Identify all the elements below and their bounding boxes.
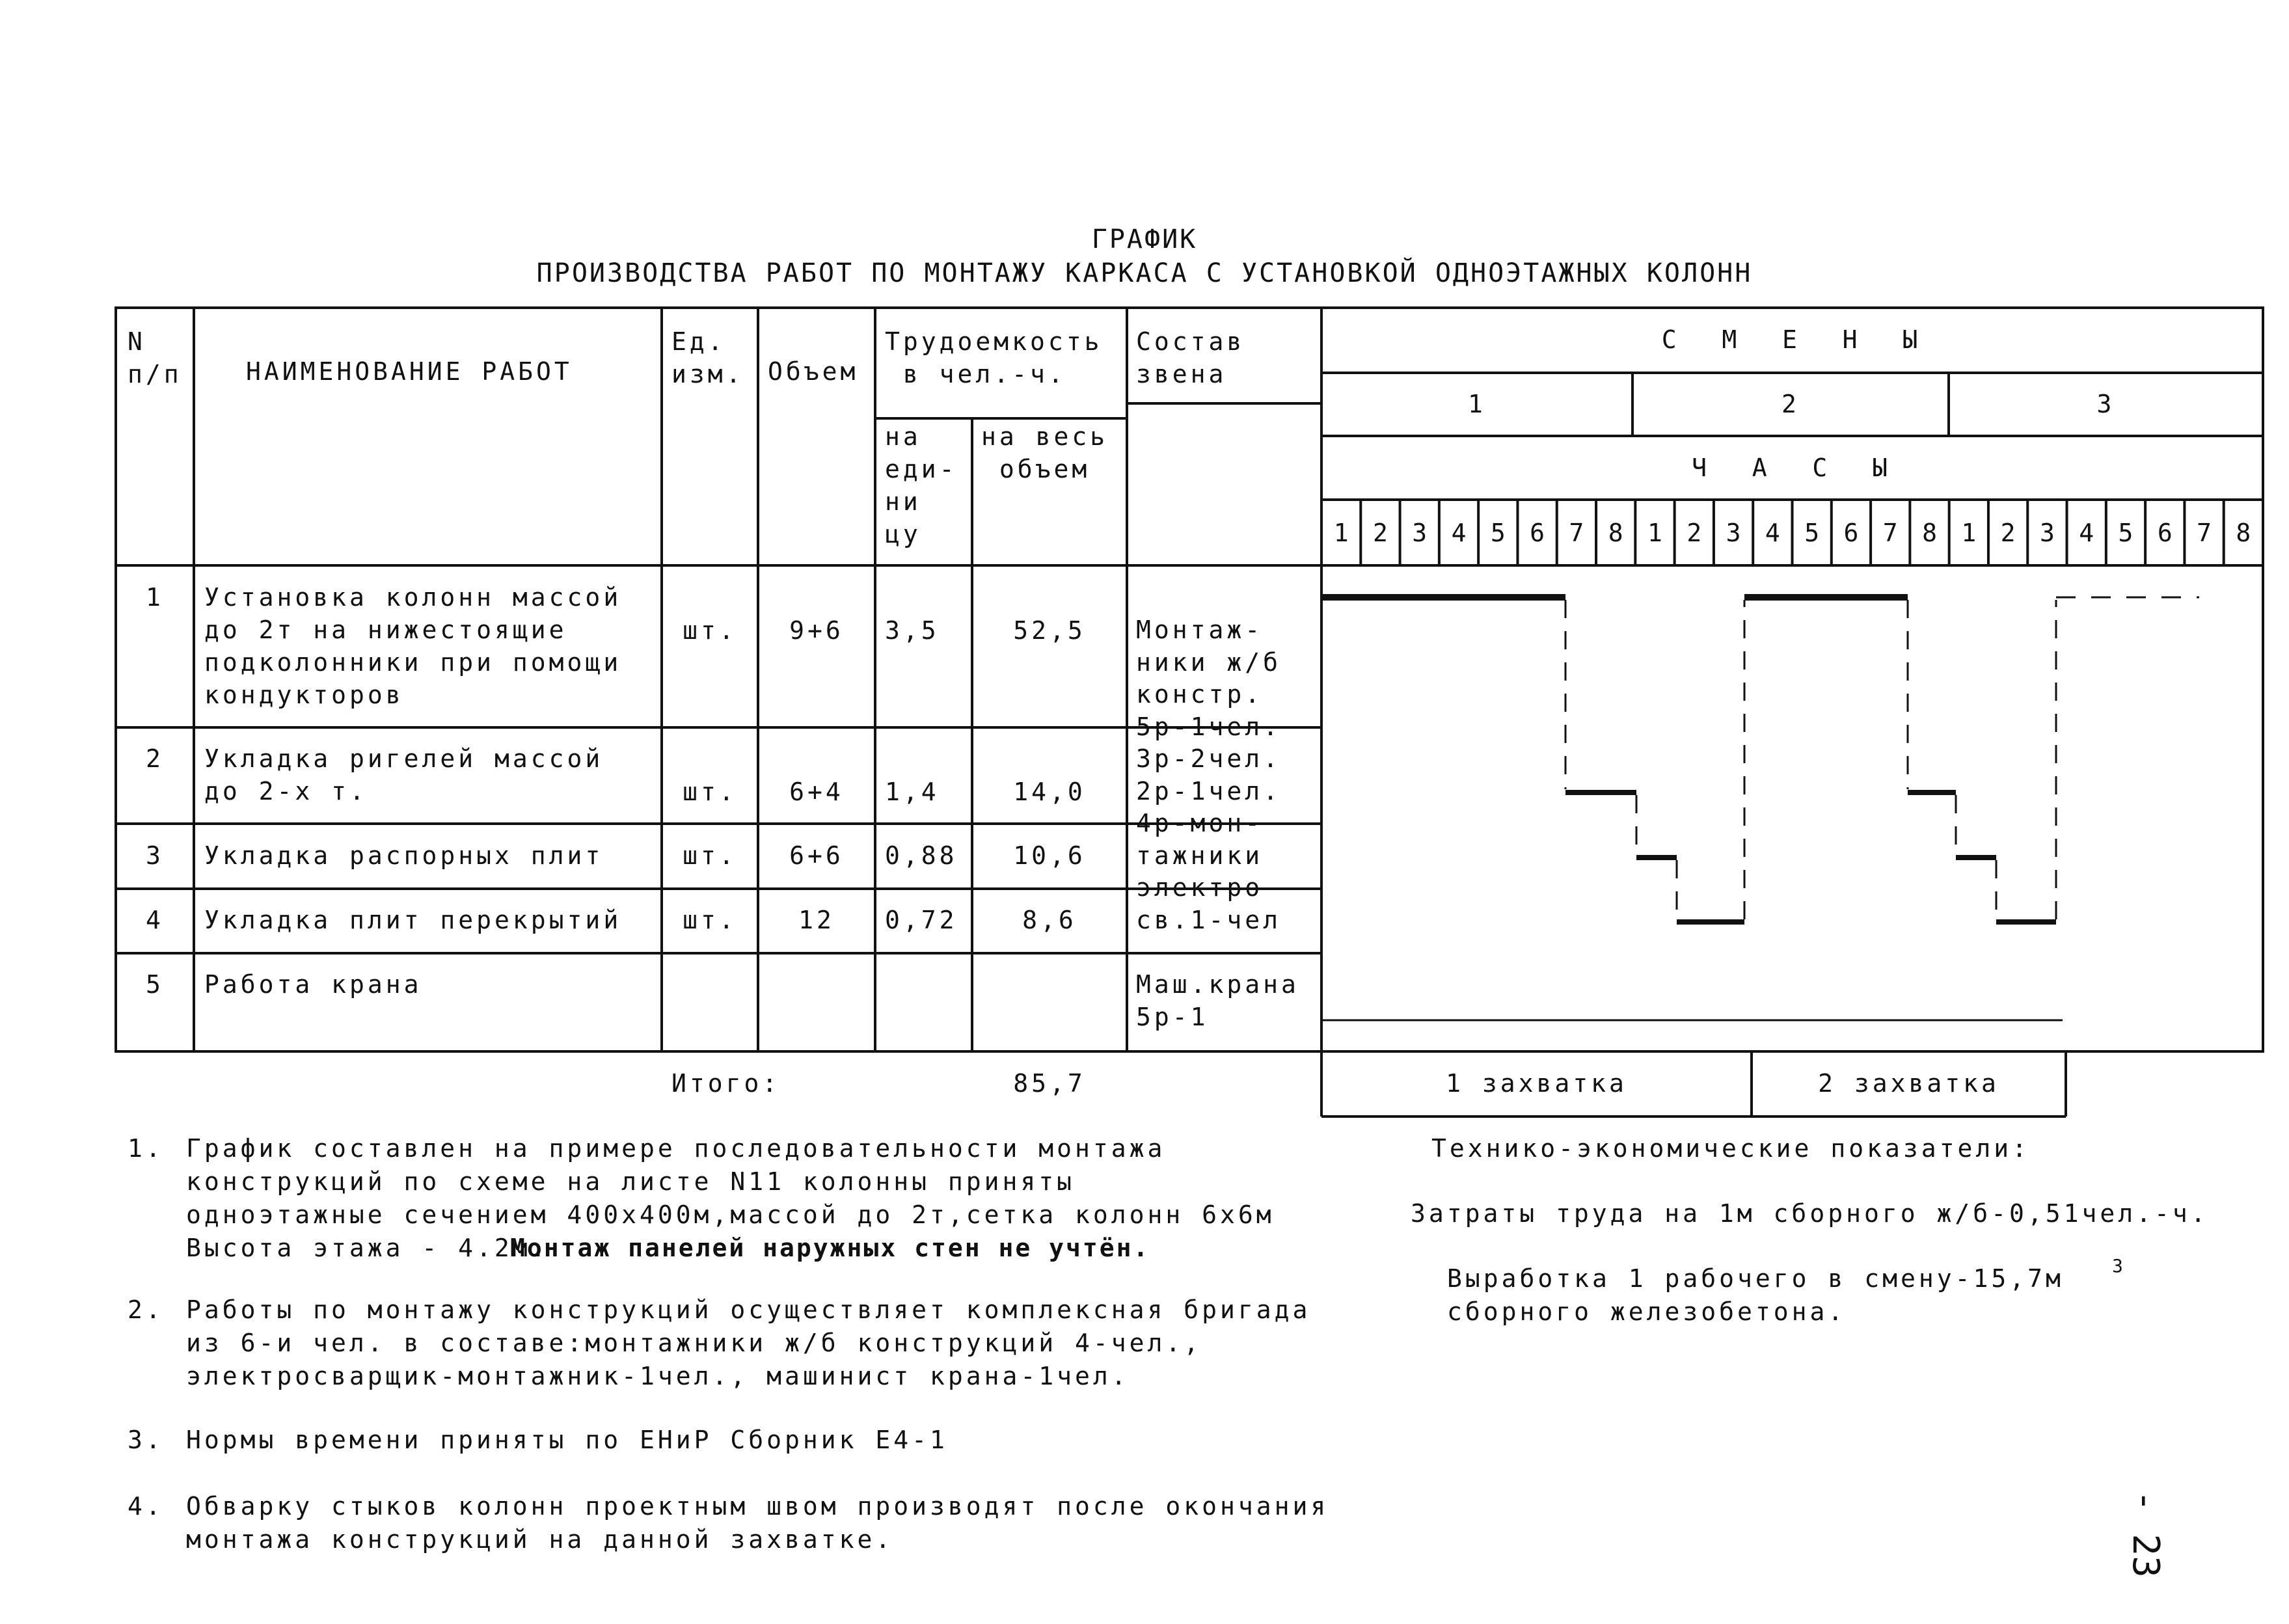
hour-label: 5 — [2118, 519, 2133, 547]
row-2-number: 2 — [146, 744, 164, 773]
hour-label: 1 — [1333, 519, 1349, 547]
row-3-unit: шт. — [683, 841, 737, 870]
row-4-number: 4 — [146, 906, 164, 934]
total-label: Итого: — [671, 1069, 781, 1098]
note-1-text: График составлен на примере последовательности монтажа конструкций по схеме на листе N11 колонны приняты одноэтажные сечением 400х400м,массой до 2т,сетка колонн 6х6м Высота этажа - 4.2м. — [186, 1134, 1275, 1262]
row-4-unit: шт. — [683, 906, 737, 934]
indicator-output-superscript: 3 — [2112, 1255, 2123, 1277]
row-3-number: 3 — [146, 841, 164, 870]
header-hours: Ч А С Ы — [1692, 453, 1893, 482]
header-unit: Ед. изм. — [671, 327, 744, 388]
hour-label: 7 — [1569, 519, 1584, 547]
row-4-per-unit: 0,72 — [885, 906, 958, 934]
row-3-name: Укладка распорных плит — [204, 841, 604, 870]
indicator-output-line2: сборного железобетона. — [1447, 1297, 1847, 1326]
row-1-name: Установка колонн массой до 2т на нижестоящие подколонники при помощи кондукторов — [204, 583, 622, 709]
note-2-text: Работы по монтажу конструкций осуществляет комплексная бригада из 6-и чел. в составе:монтажники ж/б конструкций 4-чел., электросварщик-монтажник-1чел., машинист крана-1чел. — [186, 1295, 1311, 1390]
row-1-volume: 9+6 — [789, 616, 844, 645]
hour-label: 3 — [1412, 519, 1428, 547]
header-number: N п/п — [128, 327, 182, 388]
header-per-unit: на еди- ни цу — [885, 422, 958, 548]
hour-label: 8 — [2236, 519, 2251, 547]
indicator-labor: Затраты труда на 1м сборного ж/б-0,51чел.-ч. — [1411, 1199, 2209, 1228]
hour-label: 5 — [1804, 519, 1820, 547]
row-5-name: Работа крана — [204, 970, 422, 999]
hour-label: 1 — [1647, 519, 1662, 547]
note-3-text: Нормы времени приняты по ЕНиР Сборник Е4-1 — [186, 1426, 948, 1454]
row-1-total: 52,5 — [1013, 616, 1086, 645]
indicator-output: Выработка 1 рабочего в смену-15,7м — [1447, 1264, 2064, 1293]
zone-1-label: 1 захватка — [1446, 1069, 1627, 1098]
hour-label: 2 — [1372, 519, 1388, 547]
row-3-total: 10,6 — [1013, 841, 1086, 870]
hour-label: 1 — [1961, 519, 1977, 547]
hour-label: 3 — [2039, 519, 2055, 547]
hour-label: 3 — [1726, 519, 1741, 547]
row-1-number: 1 — [146, 583, 164, 612]
zone-2-label: 2 захватка — [1818, 1069, 1999, 1098]
shift-number-3: 3 — [2096, 390, 2115, 418]
hour-label: 4 — [1765, 519, 1780, 547]
hour-label: 6 — [1530, 519, 1545, 547]
shift-number-2: 2 — [1781, 390, 1800, 418]
hour-label: 5 — [1490, 519, 1506, 547]
note-3-number: 3. — [128, 1426, 164, 1454]
gantt-bars — [1321, 597, 2199, 1020]
hour-label: 4 — [1451, 519, 1467, 547]
hour-label: 6 — [2157, 519, 2173, 547]
header-volume: Объем — [768, 357, 859, 386]
note-1-bold: Монтаж панелей наружных стен не учтён. — [510, 1234, 1150, 1262]
indicators-title: Технико-экономические показатели: — [1431, 1134, 2030, 1163]
row-4-total: 8,6 — [1022, 906, 1077, 934]
shift-number-1: 1 — [1468, 390, 1486, 418]
hour-label: 8 — [1922, 519, 1937, 547]
chart-title: ГРАФИК — [1091, 224, 1198, 254]
crane-crew: Маш.крана 5р-1 — [1136, 970, 1299, 1031]
row-2-per-unit: 1,4 — [885, 778, 940, 806]
note-2-number: 2. — [128, 1295, 164, 1324]
row-2-total: 14,0 — [1013, 778, 1086, 806]
chart-subtitle: ПРОИЗВОДСТВА РАБОТ ПО МОНТАЖУ КАРКАСА С УСТАНОВКОЙ ОДНОЭТАЖНЫХ КОЛОНН — [536, 258, 1753, 288]
hour-label: 8 — [1608, 519, 1623, 547]
row-3-per-unit: 0,88 — [885, 841, 958, 870]
row-2-name: Укладка ригелей массой до 2-х т. — [204, 744, 604, 805]
row-1-per-unit: 3,5 — [885, 616, 940, 645]
hour-label: 2 — [2000, 519, 2016, 547]
row-4-volume: 12 — [798, 906, 835, 934]
row-5-number: 5 — [146, 970, 164, 999]
hour-label: 6 — [1843, 519, 1859, 547]
page-number: - 23 — [2124, 1490, 2167, 1578]
total-value: 85,7 — [1013, 1069, 1086, 1098]
row-1-unit: шт. — [683, 616, 737, 645]
header-crew: Состав звена — [1136, 327, 1245, 388]
note-4-text: Обварку стыков колонн проектным швом производят после окончания монтажа конструкций на данной захватке. — [186, 1492, 1329, 1554]
header-shifts: С М Е Н Ы — [1661, 325, 1923, 354]
row-2-volume: 6+4 — [789, 778, 844, 806]
row-3-volume: 6+6 — [789, 841, 844, 870]
note-4-number: 4. — [128, 1492, 164, 1521]
hour-label: 7 — [2197, 519, 2212, 547]
note-1-number: 1. — [128, 1134, 164, 1163]
hour-label: 2 — [1686, 519, 1702, 547]
crew-composition: Монтаж- ники ж/б констр. 5р-1чел. 3р-2чел. 2р-1чел. 4р-мон- тажники электро- св.1-чел — [1136, 616, 1282, 934]
header-total-volume: на весь объем — [981, 422, 1109, 483]
row-4-name: Укладка плит перекрытий — [204, 906, 622, 934]
header-labor: Трудоемкость в чел.-ч. — [885, 327, 1103, 388]
hour-label: 7 — [1882, 519, 1898, 547]
hour-label: 4 — [2079, 519, 2094, 547]
row-2-unit: шт. — [683, 778, 737, 806]
header-work-name: НАИМЕНОВАНИЕ РАБОТ — [246, 357, 573, 386]
